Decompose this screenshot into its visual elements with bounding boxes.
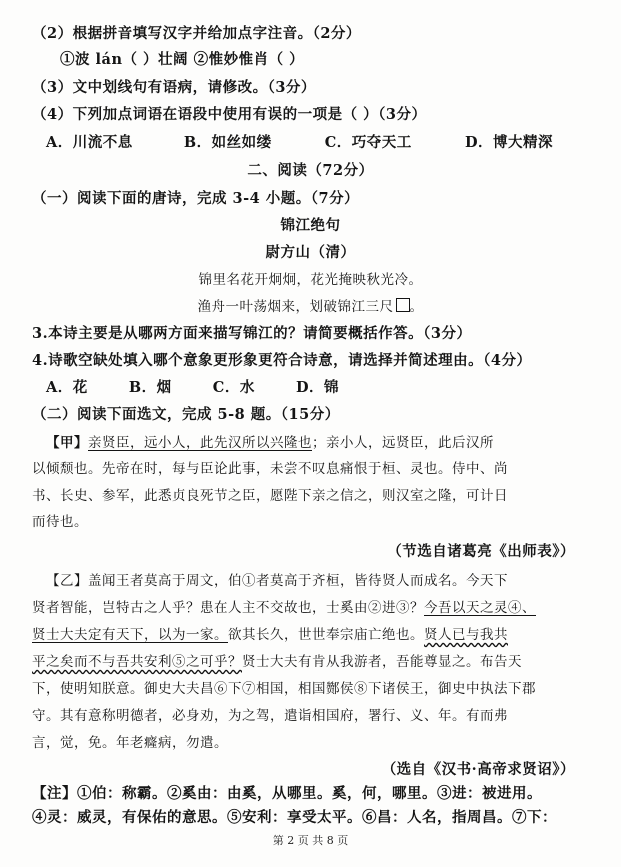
q4r-option-d: D．锦 [295,379,340,396]
question-3: 3.本诗主要是从哪两方面来描写锦江的？请简要概括作答。（3分） [32,325,472,342]
passage-yi-wavy-1: 贤人已与我共 [424,627,508,643]
poem-line-2: 渔舟一叶荡烟来，划破锦江三尺 。 [197,299,424,315]
q4-option-a: A．川流不息 [46,134,133,151]
passage-yi-line-4 [32,650,621,670]
q4-text: （4）下列加点词语在语段中使用有误的一项是（ ）（3分） [32,106,427,123]
q4r-option-a: A．花 [46,379,88,396]
passage-yi-line-7: 言，觉，免。年老癃病，勿遣。 [32,735,228,751]
section-reading-title: 二、阅读（72分） [247,162,374,179]
passage-yi-line-4b: 贤士大夫有肯从我游者，吾能尊显之。布告天 [242,654,522,670]
q4-option-b: B．如丝如缕 [183,134,272,151]
q4r-options [46,376,621,397]
note-line-2: ④灵：威灵，有保佑的意思。⑤安利：享受太平。⑥昌：人名，指周昌。⑦下： [32,809,557,826]
q2-items: ①波 lán（ ）壮阔 ②惟妙惟肖（ ） [60,51,305,68]
passage-jia-line-4: 而待也。 [32,514,88,530]
page-footer: 第 2 页 共 8 页 [272,834,349,847]
q2-title: （2）根据拼音填写汉字并给加点字注音。（2分） [32,25,361,42]
passage-yi-line-3b: 欲其长久，世世奉宗庙亡绝也。 [228,627,424,643]
passage-jia-source: （节选自诸葛亮《出师表》） [387,543,575,560]
passage-jia-underlined: 亲贤臣，远小人，此先汉所以兴隆也 [88,435,312,451]
passage-jia-line-3: 书、长史、参军，此悉贞良死节之臣，愿陛下亲之信之，则汉室之隆，可计日 [32,488,508,504]
part2-instructions: （二）阅读下面选文，完成 5-8 题。（15分） [32,406,340,423]
q4r-option-c: C．水 [212,379,255,396]
q4-option-c: C．巧夺天工 [324,134,412,151]
passage-yi-line-6: 守。其有意称明德者，必身劝，为之驾，遣诣相国府，署行、义、年。有而弗 [32,708,508,724]
question-4: 4.诗歌空缺处填入哪个意象更形象更符合诗意，请选择并简述理由。（4分） [32,352,532,369]
note-line-1: 【注】①伯：称霸。②奚由：由奚，从哪里。奚，何，哪里。③进：被进用。 [32,785,542,802]
part1-instructions: （一）阅读下面的唐诗，完成 3-4 小题。（7分） [32,190,360,207]
passage-yi-line-5: 下，使明知朕意。御史大夫昌⑥下⑦相国，相国酂侯⑧下诸侯王，御史中执法下郡 [32,681,536,697]
passage-yi-line-2a: 贤者智能，岂特古之人乎？患在人主不交故也，士奚由②进③？ [32,600,424,616]
poem-line-1: 锦里名花开炯炯，花光掩映秋光冷。 [198,272,423,288]
q4-option-d: D．博大精深 [464,134,554,151]
passage-yi-underlined-1: 今吾以天之灵④、 [424,600,536,616]
poem-line-2-text: 渔舟一叶荡烟来，划破锦江三尺 [197,299,394,315]
passage-yi-underlined-2: 贤士大夫定有天下，以为一家。 [32,627,228,643]
passage-yi-line-1: 【乙】盖闻王者莫高于周文，伯①者莫高于齐桓，皆待贤人而成名。今天下 [46,573,508,589]
passage-jia-line-1 [46,431,621,451]
q3-text: （3）文中划线句有语病，请修改。（3分） [32,79,316,96]
passage-yi-line-3 [32,623,621,643]
passage-yi-source: （选自《汉书·高帝求贤诏》） [381,761,575,778]
passage-jia-label: 【甲】 [46,435,88,451]
poem-title: 锦江绝句 [280,217,341,234]
passage-jia-line-1-rest: ；亲小人，远贤臣，此后汉所 [312,435,494,451]
passage-yi-line-2 [32,596,621,616]
passage-jia-line-2: 以倾颓也。先帝在时，每与臣论此事，未尝不叹息痛恨于桓、灵也。侍中、尚 [32,461,508,477]
passage-yi-wavy-2: 平之矣而不与吾共安利⑤之可乎？ [32,654,242,670]
blank-box-icon [396,298,410,312]
q4-options [46,131,621,152]
poem-author: 尉方山（清） [265,244,356,261]
q4r-option-b: B．烟 [128,379,172,396]
